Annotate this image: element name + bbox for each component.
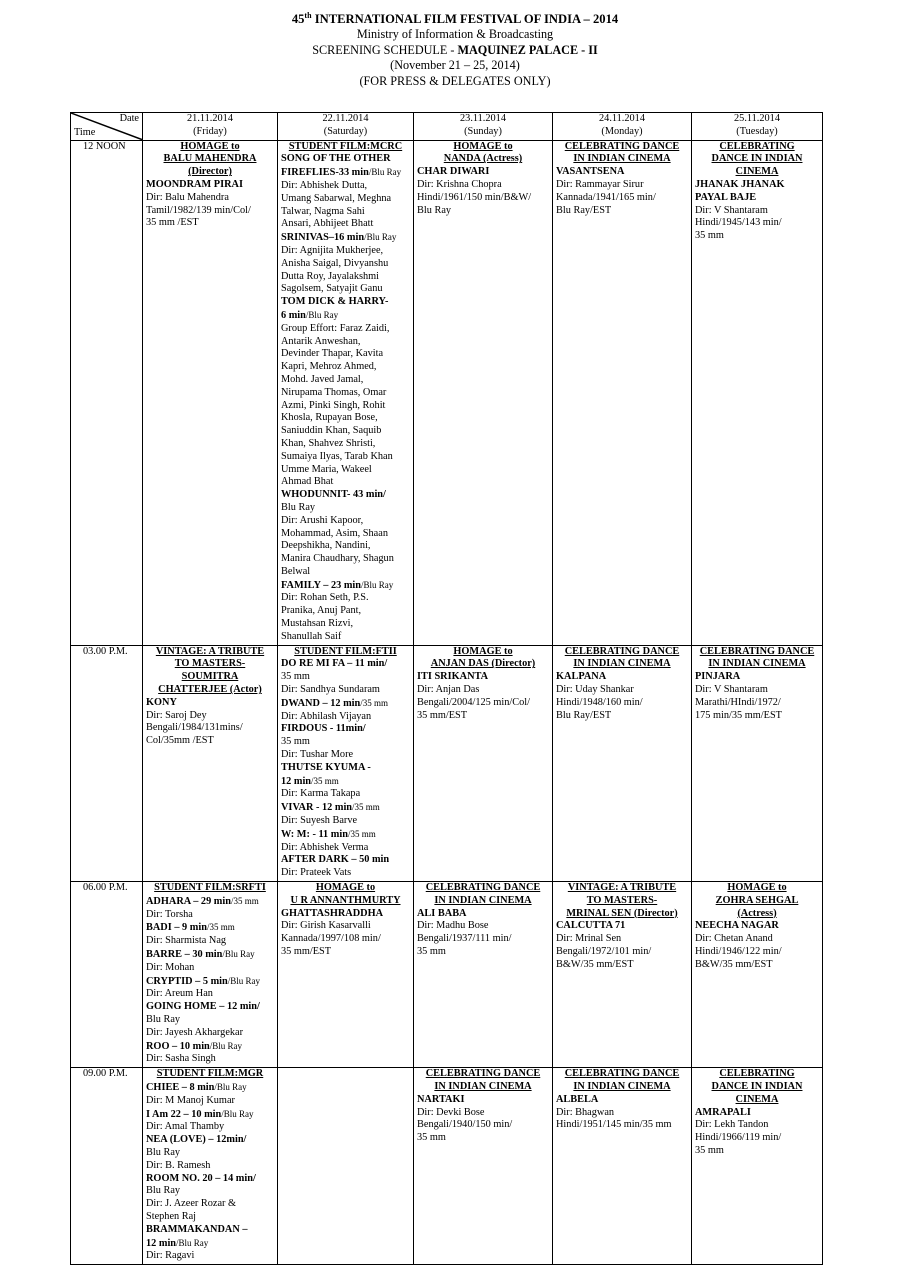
film-detail: Dir: Agnijita Mukherjee, <box>281 244 384 256</box>
film-title: 6 min/Blu Ray <box>281 309 339 321</box>
film-detail: Dir: Anjan Das <box>417 684 480 696</box>
format-suffix: /35 mm <box>347 828 376 839</box>
film-title: JHANAK JHANAK <box>695 178 785 190</box>
film-detail: Blu Ray/EST <box>556 709 612 721</box>
film-title: NEECHA NAGAR <box>695 920 779 932</box>
screening-cell <box>692 882 823 1068</box>
film-title: BADI – 9 min/35 mm <box>146 922 235 934</box>
film-title: CHIEE – 8 min/Blu Ray <box>146 1081 247 1093</box>
program-title: DANCE IN INDIAN <box>711 153 803 165</box>
film-detail: Shanullah Saif <box>281 630 342 642</box>
film-detail: Tamil/1982/139 min/Col/ <box>146 204 251 216</box>
format-suffix: /Blu Ray <box>176 1237 209 1248</box>
film-detail: Dir: Tushar More <box>281 749 354 761</box>
program-title: NANDA (Actress) <box>443 153 523 165</box>
screening-cell <box>143 1068 278 1265</box>
header-row <box>71 113 823 141</box>
film-detail: Dir: Devki Bose <box>417 1106 485 1118</box>
film-detail: Nirupama Thomas, Omar <box>281 386 387 398</box>
time-slot: 12 NOON <box>71 140 143 645</box>
program-title: IN INDIAN CINEMA <box>434 1080 532 1092</box>
program-title: ZOHRA SEHGAL <box>715 894 799 906</box>
format-suffix: /Blu Ray <box>361 579 394 590</box>
film-detail: Hindi/1946/122 min/ <box>695 946 782 957</box>
screening-cell <box>553 1068 692 1265</box>
film-title: KALPANA <box>556 671 607 683</box>
film-detail: Dir: Karma Takapa <box>281 788 361 800</box>
film-detail: Bengali/1940/150 min/ <box>417 1119 513 1131</box>
schedule-row <box>71 140 823 645</box>
film-detail: Hindi/1966/119 min/ <box>695 1132 782 1144</box>
film-detail: Dir: Chetan Anand <box>695 933 773 945</box>
film-detail: Khan, Shahvez Shristi, <box>281 437 376 449</box>
film-detail: Dir: Arushi Kapoor, <box>281 514 364 526</box>
film-detail: Dir: Sasha Singh <box>146 1053 216 1065</box>
film-title: BRAMMAKANDAN – <box>146 1223 248 1235</box>
film-detail: Blu Ray/EST <box>556 204 612 216</box>
film-detail: Umang Sabarwal, Meghna <box>281 192 392 204</box>
film-detail: Marathi/HIndi/1972/ <box>695 696 781 708</box>
program-title: MRINAL SEN (Director) <box>566 907 678 919</box>
festival-title: 45th INTERNATIONAL FILM FESTIVAL OF INDIA – 2014 <box>291 10 619 26</box>
film-detail: Deepshikha, Nandini, <box>281 540 371 552</box>
film-detail: 35 mm <box>281 736 310 748</box>
film-detail: Umme Maria, Wakeel <box>281 463 372 475</box>
film-detail: 35 mm <box>695 230 724 242</box>
time-slot: 06.00 P.M. <box>71 882 143 1068</box>
film-detail: Dir: Ragavi <box>146 1250 195 1262</box>
film-detail: Dir: Lekh Tandon <box>695 1119 769 1131</box>
film-detail: Dir: Mohan <box>146 961 195 973</box>
film-title: PAYAL BAJE <box>695 191 757 203</box>
film-title: BARRE – 30 min/Blu Ray <box>146 949 255 960</box>
film-detail: 35 mm <box>281 671 310 683</box>
screening-cell <box>692 1068 823 1265</box>
film-detail: Dir: Bhagwan <box>556 1106 615 1118</box>
film-detail: Bengali/1972/101 min/ <box>556 946 652 957</box>
program-title: BALU MAHENDRA <box>163 153 257 165</box>
program-title: TO MASTERS- <box>174 658 246 670</box>
film-detail: Group Effort: Faraz Zaidi, <box>281 322 390 334</box>
film-detail: Dir: Prateek Vats <box>281 867 352 879</box>
program-title: HOMAGE to <box>180 140 240 152</box>
schedule-table <box>70 112 823 1265</box>
audience-note: (FOR PRESS & DELEGATES ONLY) <box>359 73 551 88</box>
film-detail: Hindi/1945/143 min/ <box>695 217 782 229</box>
format-suffix: /Blu Ray <box>227 975 260 986</box>
screening-cell <box>553 140 692 645</box>
screening-cell <box>414 1068 553 1265</box>
film-title: MOONDRAM PIRAI <box>146 178 243 190</box>
program-title: DANCE IN INDIAN <box>711 1080 803 1092</box>
film-detail: Dir: Suyesh Barve <box>281 815 358 827</box>
film-detail: Kapri, Mehroz Ahmed, <box>281 361 377 373</box>
film-detail: Blu Ray <box>146 1013 181 1025</box>
film-detail: Dir: Abhishek Verma <box>281 841 369 853</box>
film-detail: 175 min/35 mm/EST <box>695 709 782 721</box>
film-title: ALBELA <box>556 1093 599 1105</box>
format-suffix: /35 mm <box>230 895 259 906</box>
schedule-row <box>71 645 823 881</box>
film-detail: Ahmad Bhat <box>281 476 334 488</box>
program-title: VINTAGE: A TRIBUTE <box>567 882 677 894</box>
film-detail: Hindi/1951/145 min/35 mm <box>556 1119 672 1131</box>
film-detail: Sagolsem, Satyajit Ganu <box>281 283 383 295</box>
film-detail: Dir: V Shantaram <box>695 204 768 216</box>
film-title: ADHARA – 29 min/35 mm <box>146 895 259 907</box>
program-title: IN INDIAN CINEMA <box>573 1080 671 1092</box>
program-title: CELEBRATING DANCE <box>564 1068 680 1080</box>
format-suffix: /35 mm <box>360 697 388 708</box>
film-detail: 35 mm <box>417 1132 446 1144</box>
program-title: IN INDIAN CINEMA <box>573 153 671 165</box>
film-detail: Devinder Thapar, Kavita <box>281 348 384 360</box>
film-detail: Kannada/1997/108 min/ <box>281 933 381 945</box>
program-title: CELEBRATING DANCE <box>425 1068 541 1080</box>
film-title: CHAR DIWARI <box>417 166 490 178</box>
program-title: IN INDIAN CINEMA <box>434 894 532 906</box>
film-detail: Hindi/1961/150 min/B&W/ <box>417 191 532 203</box>
program-title: HOMAGE to <box>315 882 376 894</box>
screening-cell <box>553 882 692 1068</box>
film-title: DWAND – 12 min/35 mm <box>281 697 388 709</box>
film-detail: Dir: Rohan Seth, P.S. <box>281 592 369 604</box>
film-title: TOM DICK & HARRY- <box>281 296 389 308</box>
film-detail: Antarik Anweshan, <box>281 335 361 347</box>
program-title: CELEBRATING DANCE <box>564 140 680 152</box>
screening-cell <box>143 882 278 1068</box>
day-header: 23.11.2014 (Sunday) <box>414 113 553 141</box>
film-detail: Belwal <box>281 565 311 577</box>
film-detail: B&W/35 mm/EST <box>556 958 634 970</box>
time-slot: 03.00 P.M. <box>71 645 143 881</box>
film-detail: Dutta Roy, Jayalakshmi <box>281 270 379 282</box>
date-time-corner-cell <box>71 113 143 141</box>
film-detail: Talwar, Nagma Sahi <box>281 205 365 217</box>
program-title: CHATTERJEE (Actor) <box>158 684 262 696</box>
film-title: SONG OF THE OTHER <box>281 153 391 165</box>
film-detail: Ansari, Abhijeet Bhatt <box>281 218 374 230</box>
format-suffix: /Blu Ray <box>364 232 397 243</box>
film-detail: Dir: M Manoj Kumar <box>146 1094 235 1106</box>
program-title: CINEMA <box>735 1093 779 1105</box>
film-title: CRYPTID – 5 min/Blu Ray <box>146 975 260 987</box>
screening-cell <box>692 140 823 645</box>
film-detail: Khosla, Rupayan Bose, <box>281 412 378 424</box>
ministry-line: Ministry of Information & Broadcasting <box>356 27 554 42</box>
film-detail: Blu Ray <box>146 1185 181 1197</box>
document-header <box>0 12 910 89</box>
film-title: GHATTASHRADDHA <box>281 907 384 919</box>
film-detail: Anisha Saigal, Divyanshu <box>281 257 389 269</box>
schedule-row <box>71 1068 823 1265</box>
film-detail: Manira Chaudhary, Shagun <box>281 553 394 565</box>
program-title: IN INDIAN CINEMA <box>708 658 806 670</box>
format-suffix: /35 mm <box>311 775 339 786</box>
film-title: FAMILY – 23 min/Blu Ray <box>281 579 394 591</box>
day-header: 25.11.2014 (Tuesday) <box>692 113 823 141</box>
format-suffix: /Blu Ray <box>221 1108 254 1119</box>
format-suffix: /Blu Ray <box>305 309 339 320</box>
film-detail: Dir: Krishna Chopra <box>417 178 502 190</box>
format-suffix: /Blu Ray <box>209 1040 243 1051</box>
screening-cell <box>414 140 553 645</box>
day-header: 24.11.2014 (Monday) <box>553 113 692 141</box>
film-title: KONY <box>146 696 177 708</box>
screening-cell <box>143 140 278 645</box>
program-title: SOUMITRA <box>181 671 239 683</box>
film-title: AFTER DARK – 50 min <box>281 854 390 866</box>
film-title: I Am 22 – 10 min/Blu Ray <box>146 1108 254 1120</box>
program-title: TO MASTERS- <box>586 894 658 906</box>
film-detail: Dir: Mrinal Sen <box>556 933 622 945</box>
film-detail: Dir: Sharmista Nag <box>146 935 227 947</box>
program-title: CELEBRATING <box>719 1068 795 1080</box>
film-detail: B&W/35 mm/EST <box>695 958 773 970</box>
film-title: NEA (LOVE) – 12min/ <box>146 1134 247 1146</box>
film-title: 12 min/Blu Ray <box>146 1237 209 1249</box>
date-range: (November 21 – 25, 2014) <box>390 58 520 73</box>
time-label: Time <box>74 126 96 138</box>
day-header: 22.11.2014 (Saturday) <box>278 113 414 141</box>
schedule-title: SCREENING SCHEDULE - MAQUINEZ PALACE - II <box>312 42 598 57</box>
film-title: SRINIVAS–16 min/Blu Ray <box>281 232 397 244</box>
film-detail: Saniuddin Khan, Saquib <box>281 425 382 437</box>
date-label: Date <box>119 113 139 124</box>
film-detail: Mohammad, Asim, Shaan <box>281 527 388 539</box>
film-detail: Pranika, Anuj Pant, <box>281 605 362 617</box>
time-slot: 09.00 P.M. <box>71 1068 143 1265</box>
day-header: 21.11.2014 (Friday) <box>143 113 278 141</box>
screening-cell <box>143 645 278 881</box>
film-detail: Dir: Abhilash Vijayan <box>281 710 372 722</box>
film-detail: Dir: Saroj Dey <box>146 709 207 721</box>
film-detail: 35 mm/EST <box>281 946 332 957</box>
program-title: HOMAGE to <box>727 882 787 894</box>
film-title: FIREFLIES-33 min/Blu Ray <box>281 167 402 179</box>
program-title: STUDENT FILM:MCRC <box>288 140 403 152</box>
film-detail: 35 mm <box>417 946 446 957</box>
film-title: W: M: - 11 min/35 mm <box>281 828 376 840</box>
program-title: (Actress) <box>737 907 777 919</box>
film-detail: Dir: V Shantaram <box>695 684 768 696</box>
film-detail: Dir: J. Azeer Rozar & <box>146 1198 237 1210</box>
film-title: GOING HOME – 12 min/ <box>146 1001 260 1013</box>
program-title: U R ANNANTHMURTY <box>290 894 401 906</box>
format-suffix: /35 mm <box>352 802 380 813</box>
film-title: VIVAR - 12 min/35 mm <box>281 802 380 814</box>
film-title: ROOM NO. 20 – 14 min/ <box>146 1172 256 1184</box>
film-title: FIRDOUS - 11min/ <box>281 723 366 735</box>
film-title: PINJARA <box>695 671 741 683</box>
screening-cell <box>414 645 553 881</box>
program-title: CELEBRATING DANCE <box>425 882 541 894</box>
screening-cell <box>414 882 553 1068</box>
program-title: STUDENT FILM:MGR <box>156 1068 264 1080</box>
program-title: CELEBRATING DANCE <box>699 645 815 657</box>
screening-cell <box>553 645 692 881</box>
film-detail: Dir: Abhishek Dutta, <box>281 179 368 191</box>
program-title: HOMAGE to <box>453 140 513 152</box>
screening-cell <box>278 645 414 881</box>
format-suffix: /Blu Ray <box>214 1081 247 1092</box>
film-detail: Sumaiya Ilyas, Tarab Khan <box>281 450 393 462</box>
format-suffix: /Blu Ray <box>222 949 255 959</box>
film-detail: Dir: Torsha <box>146 908 193 920</box>
film-detail: Dir: Areum Han <box>146 988 213 1000</box>
film-detail: Blu Ray <box>146 1146 181 1158</box>
film-detail: Dir: Rammayar Sirur <box>556 178 644 190</box>
program-title: VINTAGE: A TRIBUTE <box>155 645 265 657</box>
film-detail: Blu Ray <box>417 204 452 216</box>
program-title: ANJAN DAS (Director) <box>430 658 536 670</box>
film-detail: Bengali/1937/111 min/ <box>417 933 512 945</box>
film-title: NARTAKI <box>417 1093 465 1105</box>
film-detail: Blu Ray <box>281 501 316 513</box>
format-suffix: /Blu Ray <box>368 167 402 178</box>
program-title: HOMAGE to <box>453 645 513 657</box>
film-title: AMRAPALI <box>695 1106 751 1118</box>
film-detail: Mustahsan Rizvi, <box>281 618 354 630</box>
program-title: STUDENT FILM:FTII <box>294 645 397 657</box>
film-title: WHODUNNIT- 43 min/ <box>281 489 386 501</box>
screening-cell <box>692 645 823 881</box>
program-title: IN INDIAN CINEMA <box>573 658 671 670</box>
film-detail: Bengali/2004/125 min/Col/ <box>417 696 530 708</box>
film-title: ALI BABA <box>417 907 467 919</box>
film-detail: Stephen Raj <box>146 1210 197 1222</box>
film-detail: Dir: Balu Mahendra <box>146 191 229 203</box>
schedule-row <box>71 882 823 1068</box>
film-detail: Dir: Sandhya Sundaram <box>281 684 380 696</box>
screening-cell <box>278 882 414 1068</box>
film-title: ROO – 10 min/Blu Ray <box>146 1040 243 1052</box>
film-detail: Dir: Jayesh Akhargekar <box>146 1026 244 1038</box>
film-title: THUTSE KYUMA - <box>281 761 371 773</box>
film-detail: Dir: Amal Thamby <box>146 1121 225 1133</box>
film-detail: Mohd. Javed Jamal, <box>281 373 364 385</box>
film-detail: 35 mm/EST <box>417 709 468 721</box>
film-title: 12 min/35 mm <box>281 775 339 787</box>
film-detail: Azmi, Pinki Singh, Rohit <box>281 399 386 411</box>
film-title: VASANTSENA <box>556 166 625 178</box>
film-title: CALCUTTA 71 <box>556 920 626 932</box>
film-detail: Dir: Madhu Bose <box>417 920 489 932</box>
program-title: STUDENT FILM:SRFTI <box>154 882 266 894</box>
film-detail: Dir: Girish Kasarvalli <box>281 920 371 932</box>
film-detail: 35 mm /EST <box>146 217 199 229</box>
program-title: CELEBRATING <box>719 140 795 152</box>
film-detail: Col/35mm /EST <box>146 735 214 747</box>
film-detail: Hindi/1948/160 min/ <box>556 696 643 708</box>
film-detail: Dir: Uday Shankar <box>556 684 634 696</box>
film-detail: Dir: B. Ramesh <box>146 1159 211 1171</box>
film-detail: Kannada/1941/165 min/ <box>556 191 656 203</box>
film-detail: Bengali/1984/131mins/ <box>146 722 243 734</box>
format-suffix: /35 mm <box>206 922 235 933</box>
program-title: CINEMA <box>735 166 779 178</box>
screening-cell <box>278 1068 414 1265</box>
film-detail: 35 mm <box>695 1144 724 1156</box>
program-title: (Director) <box>188 166 232 178</box>
screening-cell <box>278 140 414 645</box>
program-title: CELEBRATING DANCE <box>564 645 680 657</box>
film-title: ITI SRIKANTA <box>417 671 489 683</box>
film-title: DO RE MI FA – 11 min/ <box>281 658 388 670</box>
